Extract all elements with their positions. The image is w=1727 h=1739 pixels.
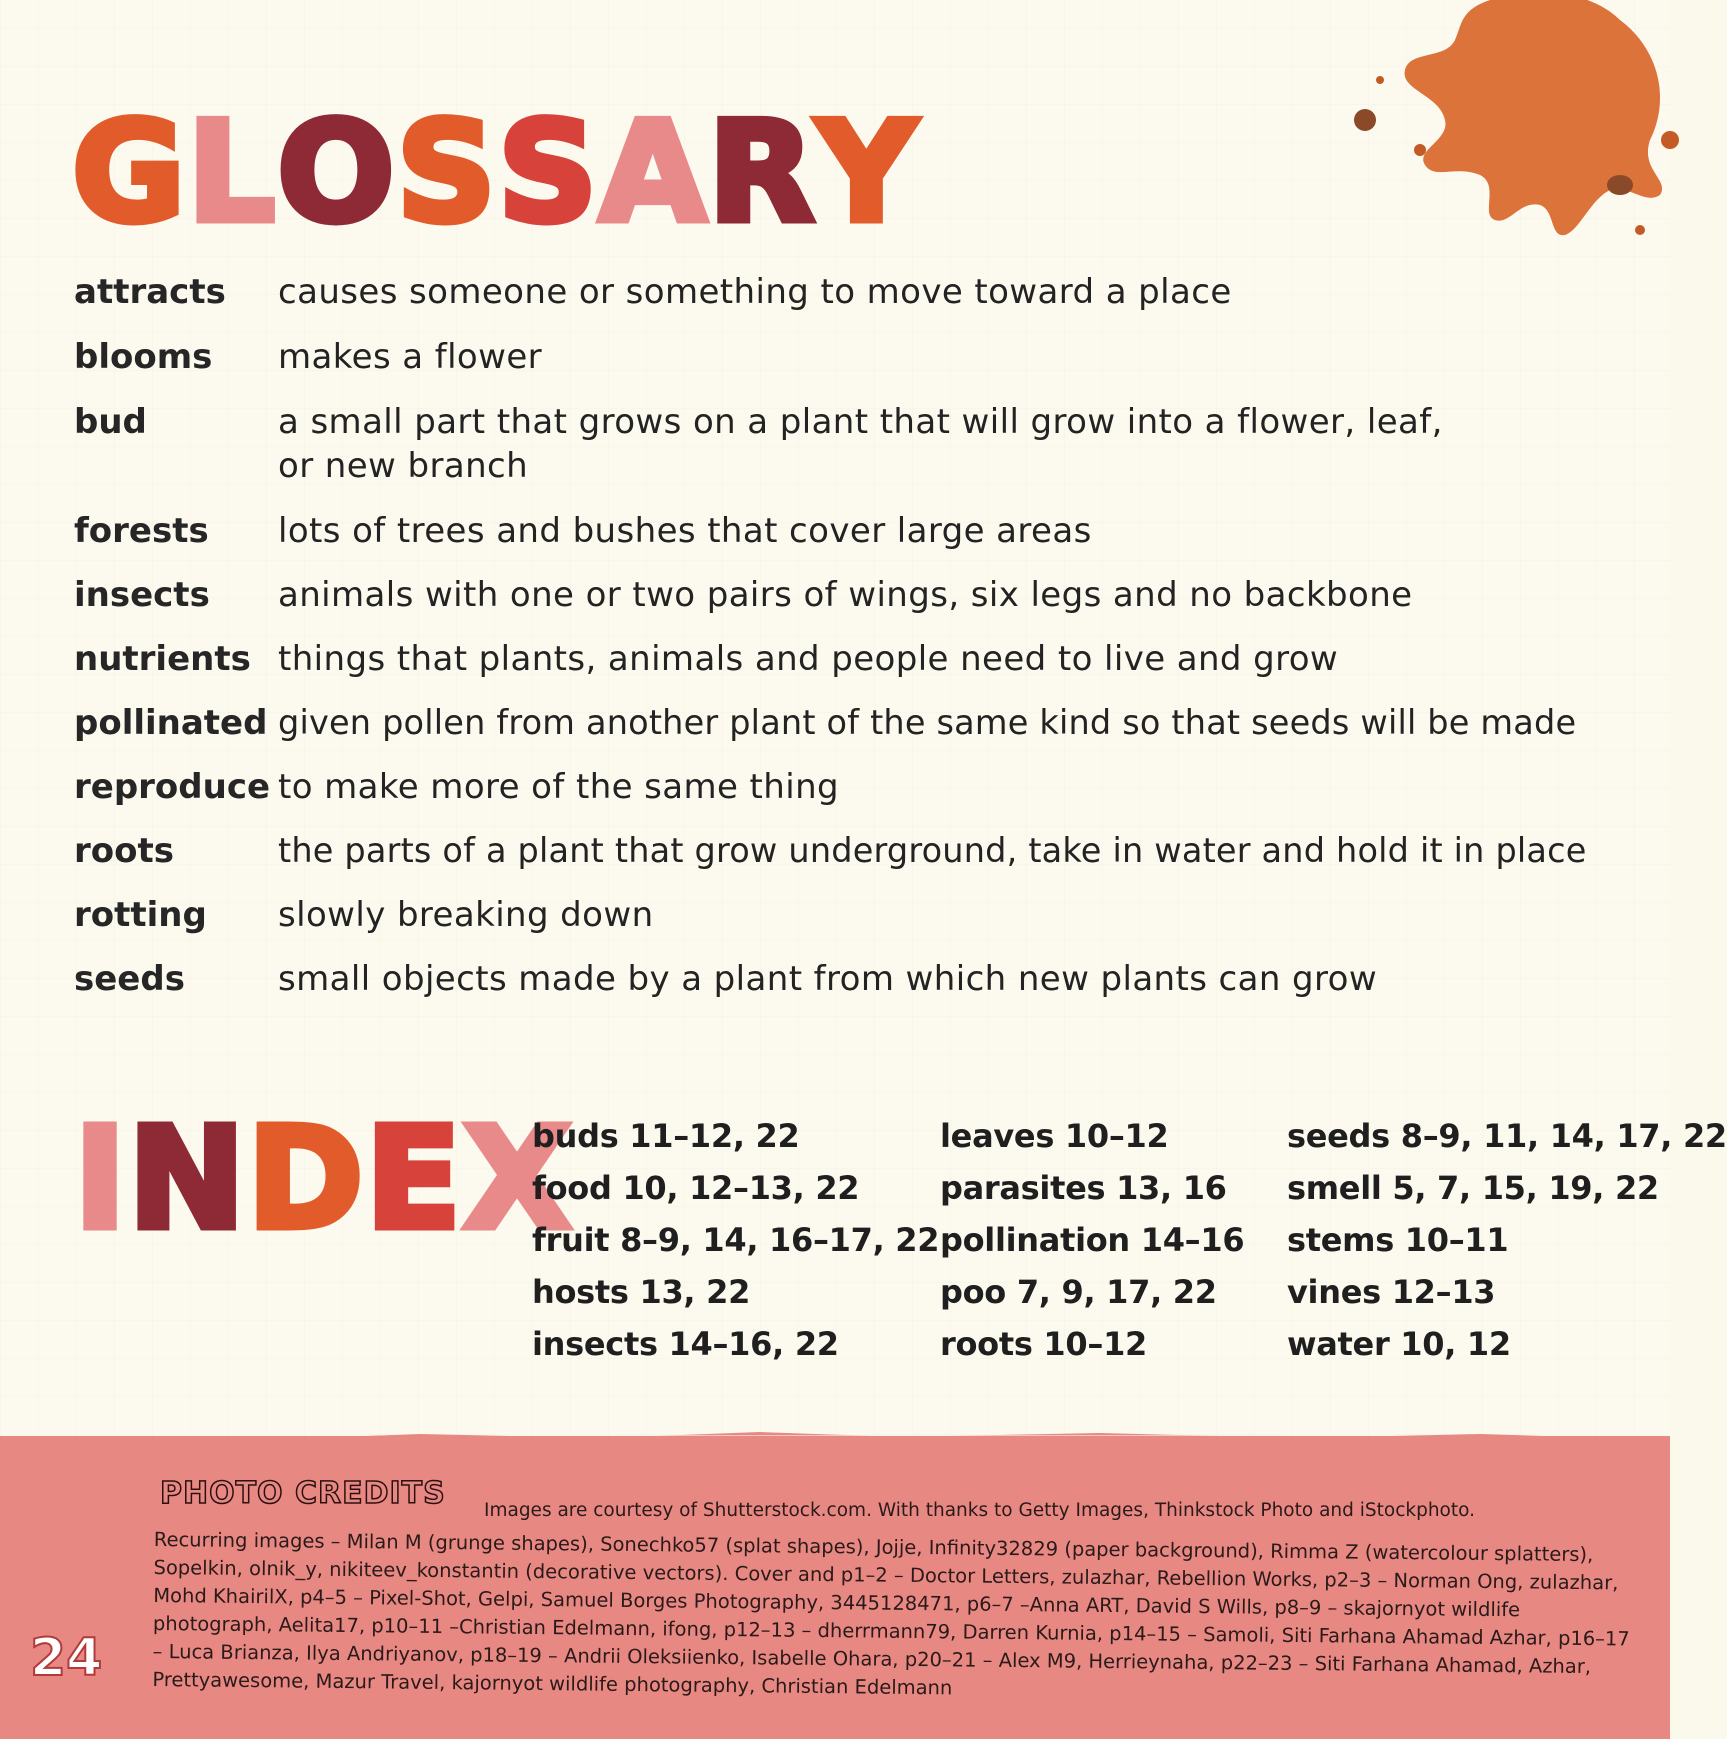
index-entry: seeds 8–9, 11, 14, 17, 22 [1287, 1117, 1727, 1155]
glossary-definition: slowly breaking down [278, 895, 654, 935]
glossary-term: roots [74, 831, 174, 871]
glossary-term: seeds [74, 959, 185, 999]
index-entry: buds 11–12, 22 [532, 1117, 800, 1155]
glossary-definition [278, 402, 1638, 486]
index-entry: smell 5, 7, 15, 19, 22 [1287, 1169, 1659, 1207]
photo-credits-title: PHOTO CREDITS [160, 1476, 446, 1511]
glossary-definition-line: a small part that grows on a plant that will grow into a flower, leaf, [278, 402, 1443, 442]
index-entry: food 10, 12–13, 22 [532, 1169, 860, 1207]
photo-credits-intro: Images are courtesy of Shutterstock.com. With thanks to Getty Images, Thinkstock Photo and iStockphoto. [484, 1500, 1476, 1521]
index-entry: pollination 14–16 [940, 1221, 1245, 1259]
glossary-term: forests [74, 511, 209, 551]
index-column [940, 1110, 1244, 1370]
index-entry: insects 14–16, 22 [532, 1325, 839, 1363]
glossary-definition: the parts of a plant that grow underground, take in water and hold it in place [278, 831, 1587, 870]
index-entry: parasites 13, 16 [940, 1169, 1227, 1207]
glossary-term: blooms [74, 337, 213, 377]
glossary-term: nutrients [74, 639, 251, 679]
glossary-term: pollinated [74, 703, 268, 743]
glossary-definition: makes a flower [278, 337, 543, 377]
index-title: INDEX [74, 1098, 574, 1261]
index-entry: roots 10–12 [940, 1325, 1147, 1363]
photo-credits-body: Recurring images – Milan M (grunge shapes), Sonechko57 (splat shapes), Jojje, Infinity32829 (paper background), Rimma Z (watercolour splatters), Sopelkin, olnik_y, nikiteev_konstantin (decorative vectors). Cover and p1–2 – Doctor Letters, zulazhar, Rebellion Works, p2–3 – Norman Ong, zulazhar, Mohd KhairilX, p4–5 – Pixel-Shot, Gelpi, Samuel Borges Photography, 3445128471, p6–7 –Anna ART, David S Wills, p8–9 – skajornyot wildlife photograph, Aelita17, p10–11 –Christian Edelmann, ifong, p12–13 – dherrmann79, Darren Kurnia, p14–15 – Samoli, Siti Farhana Ahamad Azhar, p16–17 – Luca Brianza, Ilya Andriyanov, p18–19 – Andrii Oleksiienko, Isabelle Ohara, p20–21 – Alex M9, Herrieynaha, p22–23 – Siti Farhana Ahamad, Azhar, Prettyawesome, Mazur Travel, kajornyot wildlife photography, Christian Edelmann [152, 1527, 1630, 1700]
glossary-definition: given pollen from another plant of the same kind so that seeds will be made [278, 703, 1577, 742]
glossary-term: insects [74, 575, 210, 615]
glossary-term: attracts [74, 272, 226, 312]
index-entry: leaves 10–12 [940, 1117, 1169, 1155]
glossary-definition: things that plants, animals and people need to live and grow [278, 639, 1339, 679]
glossary-term: rotting [74, 895, 207, 935]
index-column [532, 1110, 939, 1370]
index-entry: hosts 13, 22 [532, 1273, 751, 1311]
glossary-definition: to make more of the same thing [278, 767, 840, 807]
glossary-definition: lots of trees and bushes that cover large areas [278, 511, 1092, 551]
page-number: 24 [30, 1628, 103, 1688]
index-entry: vines 12–13 [1287, 1273, 1496, 1311]
glossary-title: GLOSSARY [72, 92, 919, 253]
glossary-definition: small objects made by a plant from which new plants can grow [278, 959, 1378, 999]
index-entry: water 10, 12 [1287, 1325, 1511, 1363]
orange-paint-splat [1340, 0, 1680, 280]
index-entry: poo 7, 9, 17, 22 [940, 1273, 1217, 1311]
glossary-definition: animals with one or two pairs of wings, six legs and no backbone [278, 575, 1413, 615]
index-column [1287, 1110, 1727, 1370]
glossary-term: reproduce [74, 767, 271, 807]
index-entry: stems 10–11 [1287, 1221, 1509, 1259]
index-entry: fruit 8–9, 14, 16–17, 22 [532, 1221, 940, 1259]
glossary-term: bud [74, 402, 147, 442]
glossary-definition: causes someone or something to move toward a place [278, 272, 1232, 312]
glossary-definition-line: or new branch [278, 446, 529, 486]
